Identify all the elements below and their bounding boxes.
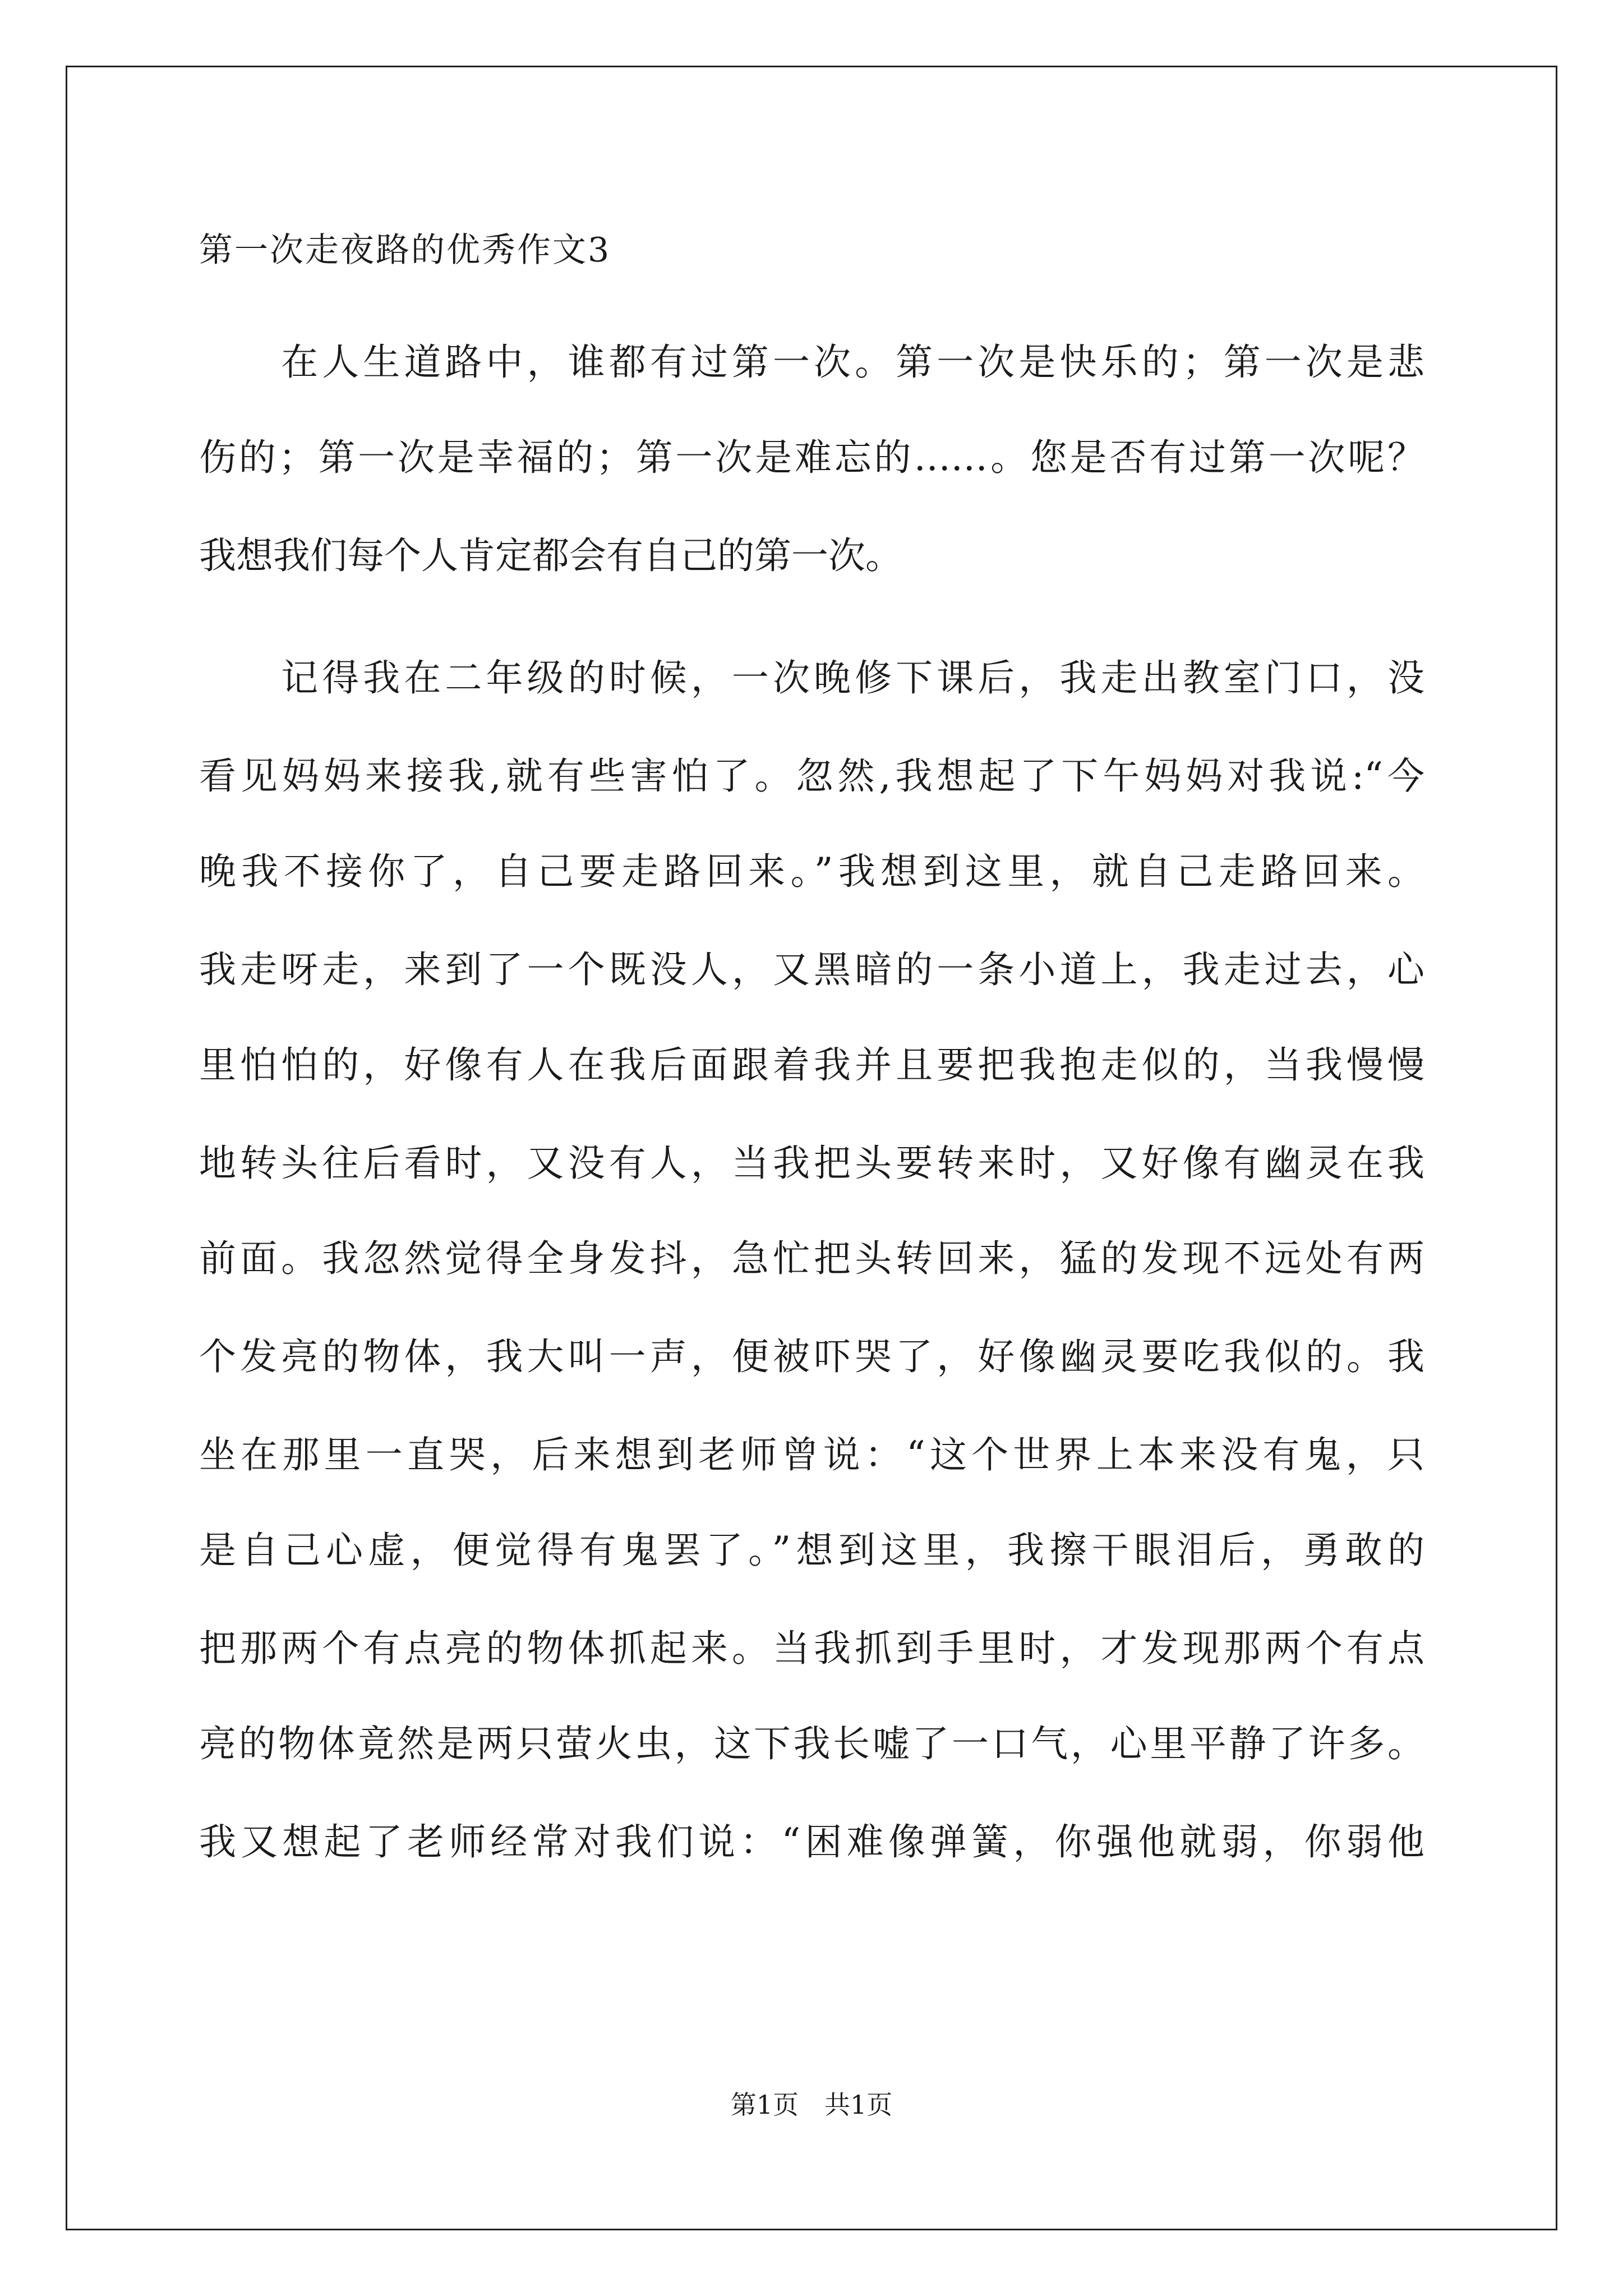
text-line: 是自己心虚，便觉得有鬼罢了。”想到这里，我擦干眼泪后，勇敢的 [199, 1529, 1424, 1572]
text-line: 个发亮的物体，我大叫一声，便被吓哭了，好像幽灵要吃我似的。我 [199, 1335, 1424, 1378]
text-line: 记得我在二年级的时候，一次晚修下课后，我走出教室门口，没 [199, 656, 1424, 700]
text-line: 里怕怕的，好像有人在我后面跟着我并且要把我抱走似的，当我慢慢 [199, 1043, 1424, 1087]
text-line: 在人生道路中，谁都有过第一次。第一次是快乐的；第一次是悲 [199, 341, 1424, 384]
text-line: 看见妈妈来接我,就有些害怕了。忽然,我想起了下午妈妈对我说:“今 [199, 754, 1424, 798]
text-line: 我走呀走，来到了一个既没人，又黑暗的一条小道上，我走过去，心 [199, 948, 1424, 991]
text-line: 前面。我忽然觉得全身发抖，急忙把头转回来，猛的发现不远处有两 [199, 1237, 1424, 1280]
text-line: 伤的；第一次是幸福的；第一次是难忘的……。您是否有过第一次呢？ [199, 436, 1424, 479]
text-line: 地转头往后看时，又没有人，当我把头要转来时，又好像有幽灵在我 [199, 1142, 1424, 1185]
text-line: 把那两个有点亮的物体抓起来。当我抓到手里时，才发现那两个有点 [199, 1627, 1424, 1670]
text-line: 晚我不接你了，自己要走路回来。”我想到这里，就自己走路回来。 [199, 850, 1424, 893]
document-title: 第一次走夜路的优秀作文3 [199, 231, 611, 270]
text-line: 我又想起了老师经常对我们说：“困难像弹簧，你强他就弱，你弱他 [199, 1820, 1424, 1864]
text-line: 亮的物体竟然是两只萤火虫，这下我长嘘了一口气，心里平静了许多。 [199, 1722, 1424, 1765]
text-line: 我想我们每个人肯定都会有自己的第一次。 [199, 534, 902, 577]
text-line: 坐在那里一直哭，后来想到老师曾说：“这个世界上本来没有鬼，只 [199, 1433, 1424, 1476]
page-number: 第1页 共1页 [730, 2090, 893, 2120]
